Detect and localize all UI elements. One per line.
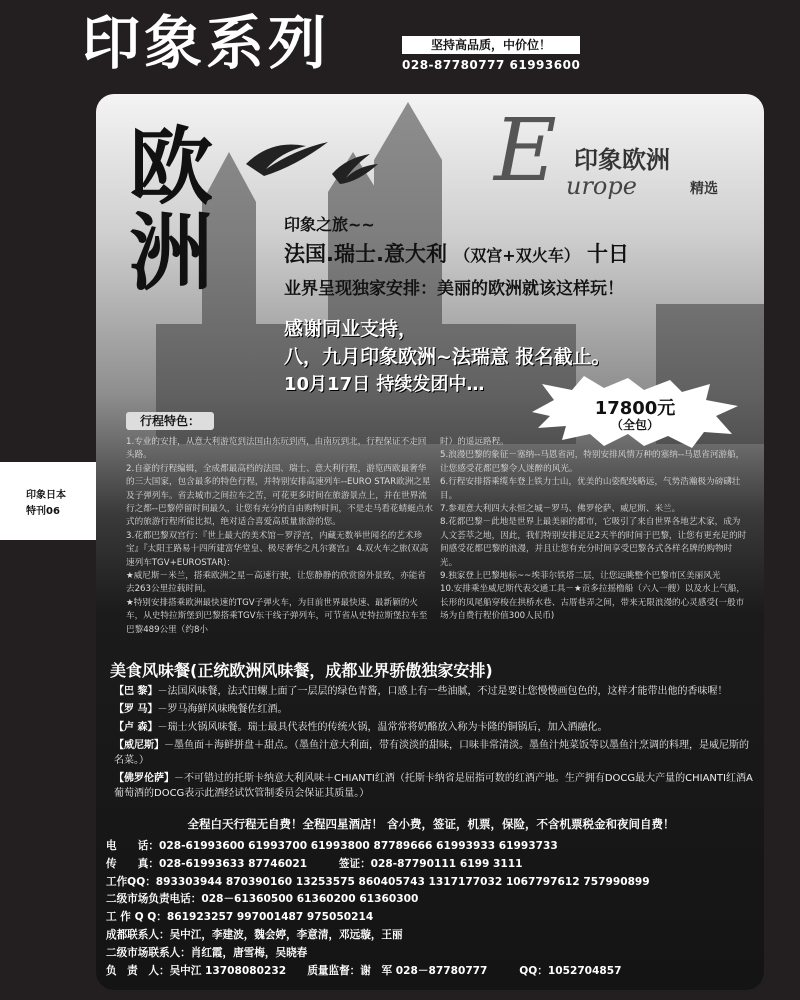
header-title: 印象系列 [82,9,331,77]
food-text: －墨鱼面＋海鲜拼盘＋甜点。（墨鱼汁意大利面，带有淡淡的甜味，口味非常清淡。墨鱼汁炖菜饭等以墨鱼汁烹调的料理，是威尼斯的名菜。） [114,740,749,766]
l2-contact-label: 二级市场联系人： [106,946,191,959]
visa-label: 签证： [338,857,371,870]
logo-sub: 精选 [690,181,718,197]
l2-phone-label: 二级市场负责电话： [106,893,202,906]
side-tab-line2: 特刊06 [26,506,60,517]
feature-item: 3.花都巴黎双宫行：『世上最大的美术馆－罗浮宫，内藏无数举世闻名的艺术珍宝』『太阳王路易十四所建富华堂皇、极尽奢华之凡尔赛宫』 4.双火车之旅(双高速列车TGV+EUROSTAR)： [126,530,429,568]
feature-item: 1.专业的安排，从意大利游览到法国由东玩到西，由南玩到北，行程保证不走回头路。 [126,437,427,461]
tour-tagline: 全程白天行程无自费！全程四星酒店！ 含小费，签证，机票，保险，不含机票税金和夜间自费！ [187,817,675,831]
thanks-text: 感谢同业支持， [284,318,418,340]
feature-item: 8.花都巴黎－此地是世界上最美丽的都市，它吸引了来自世界各地艺术家，成为人文荟萃之地，因此，我们特别安排足足2天半的时间于巴黎，让您有更充足的时间感受花都巴黎的浪漫，并且让您有充分时间享受巴黎各式各样名牌的购物时光。 [440,517,747,568]
cd-contact-value: 吴中江，李建波，魏会婷，李意清，邓远璇，王丽 [169,928,403,941]
food-item [114,771,754,801]
price-value: 17800元 [594,398,676,419]
food-city: 【威尼斯】 [114,740,164,751]
food-text: －罗马海鲜风味晚餐佐红酒。 [157,704,288,715]
flyer-panel [96,94,764,990]
feature-item: ★特别安排搭乘欧洲最快速的TGV子弹火车，为目前世界最快速、最新颖的火车，从史特拉斯堡到巴黎搭乘TGV东干线子弹列车，可节省从史特拉斯堡拉车至巴黎489公里（约8小 [126,597,428,635]
feature-item: 2.自豪的行程编辑，全成都最高档的法国、瑞士、意大利行程，游览西欧最奢华的三大国家，包含最多的特色行程，并特别安排高速列车--EURO STAR欧洲之星及子弹列车。省去城市之间拉车之苦，可花更多时间在旅游景点上，并在世界流行之都--巴黎停留时间最久，让您有充分的自由购物时间，不是走马看花蜻蜓点水式的旅游行程所能比拟，绝对适合喜爱高质量旅游的您。 [126,463,433,528]
food-text: －瑞士火锅风味餐。瑞士最具代表性的传统火锅，温常常将奶酪放入称为卡隆的铜锅后，加入酒融化。 [157,722,608,733]
contacts [106,838,756,980]
food-list [114,684,754,804]
food-city: 【罗 马】 [114,704,158,715]
phone-value: 028-61993600 61993700 61993800 87789666 61993933 61993733 [158,840,558,852]
qq2-label: QQ： [519,964,548,977]
route-main: 法国.瑞士.意大利 [284,242,447,266]
work-qq-label: 工 作 Q Q： [106,911,167,924]
food-city: 【巴 黎】 [114,686,158,697]
qq-value: 893303944 870390160 13253575 860405743 1317177032 1067797612 757990899 [155,875,650,888]
manager-value: 吴中江 13708080232 [169,964,287,977]
contact-cd [106,927,756,945]
contact-fax [106,856,756,874]
contact-work-qq [106,909,756,927]
qq-label: 工作QQ： [106,875,156,888]
ongoing-text: 10月17日 持续发团中… [284,374,485,395]
feature-item: 6.行程安排搭乘缆车登上铁力士山，优美的山姿配线略远，气势浩瀚极为磅礴壮目。 [440,477,741,501]
side-tab[interactable] [0,462,96,540]
deadline-text: 八，九月印象欧洲~法瑞意 报名截止。 [284,346,611,368]
food-item [114,738,754,768]
food-text: －不可错过的托斯卡纳意大利风味＋CHIANTI红酒（托斯卡纳省是屈指可数的红酒产地。生产拥有DOCG最大产量的CHIANTI红酒A葡萄酒的DOCG表示此酒经试饮管制委员会保证其质量。） [114,773,753,799]
fax-label: 传 真： [106,857,159,870]
logo-letter: E [494,101,557,201]
route-extra: （双宫+双火车） [454,246,580,265]
bird-large [246,142,328,176]
food-city: 【佛罗伦萨】 [114,773,174,784]
contact-phone [106,838,756,856]
spire-right [374,102,442,160]
food-heading: 美食风味餐(正统欧洲风味餐，成都业界骄傲独家安排) [110,661,493,680]
food-item [114,702,754,717]
features-col-1 [126,436,434,637]
fax-value: 028-61993633 87746021 [158,857,308,870]
food-text: －法国风味餐，法式田螺上面了一层层的绿色青酱，口感上有一些油腻，不过是要让您慢慢画包色的，这样才能带出他的香味喔！ [157,686,728,697]
header-slogan: 坚持高品质，中价位！ [402,36,580,54]
route-title [284,238,629,268]
l2-phone-value: 028－61360500 61360200 61360300 [201,893,419,906]
features-label: 行程特色： [126,412,214,430]
phone-label: 电 话： [106,840,159,852]
contact-qq [106,874,756,892]
feature-item: 9.独家登上巴黎地标~~埃菲尔铁塔二层，让您远眺整个巴黎市区美丽风光 [440,571,721,582]
contact-manager [106,963,756,981]
manager-label: 负 责 人： [106,964,170,977]
feature-item: 5.浪漫巴黎的象征－塞纳--马恩省河，特别安排风情万种的塞纳--马恩省河游船，让您感受花都巴黎令人迷醉的风光。 [440,450,745,474]
cd-contact-label: 成都联系人： [106,928,170,941]
quality-label: 质量监督： [307,964,361,977]
visa-value: 028-87790111 6199 3111 [370,857,523,870]
food-item [114,720,754,735]
side-tab-line1: 印象日本 [26,490,66,501]
contact-l2 [106,945,756,963]
tagline-main: 业界呈现独家安排：美丽的欧洲就该这样玩！ [284,279,624,299]
route-days: 十日 [587,242,630,266]
qq2-value: 1052704857 [547,964,622,977]
logo-en: urope [566,172,637,200]
header-phone: 028-87780777 61993600 [402,58,581,72]
contact-l2-phone [106,891,756,909]
features-col-2 [440,436,748,624]
price-note: （全包） [610,418,659,432]
feature-item: 7.参观意大利四大永恒之城－罗马、佛罗伦萨、威尼斯、米兰。 [440,504,681,515]
food-item [114,684,754,699]
subtitle: 印象之旅~~ [284,215,375,234]
food-city: 【卢 森】 [114,722,158,733]
feature-item: 时）的遥远路程。 [440,437,509,447]
feature-item: 10.安排乘坐威尼斯代表交通工具－★贡多拉摇橹船（六人一艘）以及水上气船，长形的凤尾船穿梭在拱桥水巷、古厝巷弄之间，带来无限浪漫的心灵感受(一般市场为自费行程价值300人民币) [440,584,745,622]
big-title: 欧洲 [128,117,213,302]
logo-cn: 印象欧洲 [574,146,670,174]
feature-item: ★威尼斯－米兰，搭乘欧洲之星－高速行驶，让您静静的欣赏窗外景致，亦能省去263公里拉载时间。 [126,571,426,595]
l2-contact-value: 肖红霞，唐雪梅，吴晓春 [190,946,308,959]
quality-value: 谢 军 028－87780777 [360,964,488,977]
work-qq-value: 861923257 997001487 975050214 [166,911,374,924]
